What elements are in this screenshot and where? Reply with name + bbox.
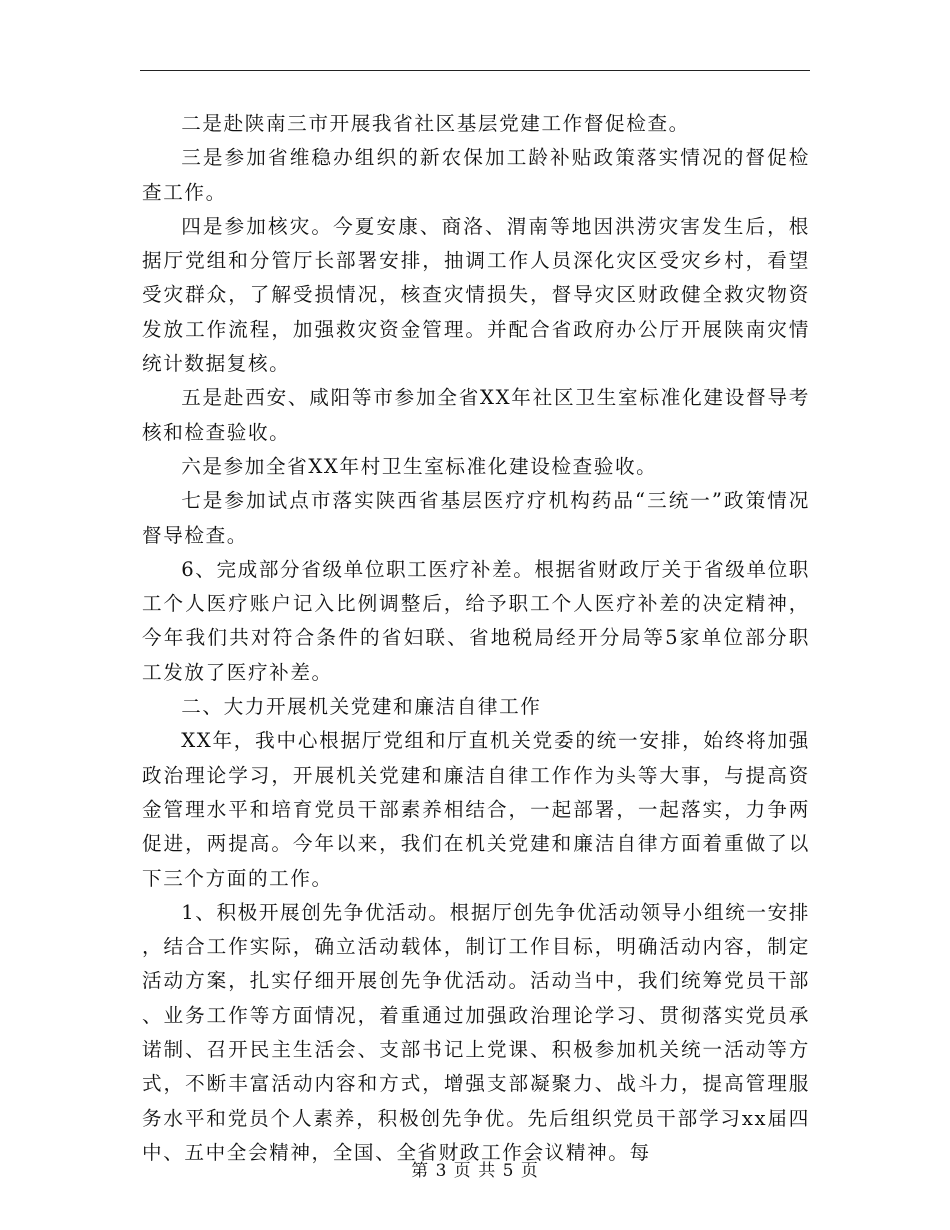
paragraph-inspection-shaannan: 二是赴陕南三市开展我省社区基层党建工作督促检查。	[181, 112, 690, 135]
paragraph-three-unified-policy: 七是参加试点市落实陕西省基层医疗疗机构药品“三统一”政策情况督导检查。	[142, 489, 810, 547]
paragraph-community-health-rooms: 五是赴西安、咸阳等市参加全省XX年社区卫生室标准化建设督导考核和检查验收。	[142, 386, 810, 444]
paragraph-new-rural-pension: 三是参加省维稳办组织的新农保加工龄补贴政策落实情况的督促检查工作。	[142, 146, 810, 204]
page-number: 第 3 页 共 5 页	[411, 1161, 539, 1181]
paragraph-medical-compensation: 6、完成部分省级单位职工医疗补差。根据省财政厅关于省级单位职工个人医疗账户记入比例调整后，给予职工个人医疗补差的决定精神，今年我们共对符合条件的省妇联、省地税局经开分局等5家单位部分职工发放了医疗补差。	[142, 557, 810, 684]
header-rule	[140, 70, 810, 71]
paragraph-party-building-intro: XX年，我中心根据厅党组和厅直机关党委的统一安排，始终将加强政治理论学习，开展机关党建和廉洁自律工作作为头等大事，与提高资金管理水平和培育党员干部素养相结合，一起部署，一起落实，力争两促进，两提高。今年以来，我们在机关党建和廉洁自律方面着重做了以下三个方面的工作。	[142, 729, 810, 890]
paragraph-disaster-verification: 四是参加核灾。今夏安康、商洛、渭南等地因洪涝灾害发生后，根据厅党组和分管厅长部署安排，抽调工作人员深化灾区受灾乡村，看望受灾群众，了解受损情况，核查灾情损失，督导灾区财政健全救灾物资发放工作流程，加强救灾资金管理。并配合省政府办公厅开展陕南灾情统计数据复核。	[142, 214, 810, 376]
document-body	[142, 107, 810, 1170]
paragraph-excellence-activities: 1、积极开展创先争优活动。根据厅创先争优活动领导小组统一安排，结合工作实际，确立活动载体，制订工作目标，明确活动内容，制定活动方案，扎实仔细开展创先争优活动。活动当中，我们统筹党员干部、业务工作等方面情况，着重通过加强政治理论学习、贯彻落实党员承诺制、召开民主生活会、支部书记上党课、积极参加机关统一活动等方式，不断丰富活动内容和方式，增强支部凝聚力、战斗力，提高管理服务水平和党员个人素养，积极创先争优。先后组织党员干部学习xx届四中、五中全会精神，全国、全省财政工作会议精神。每	[142, 900, 810, 1164]
section-heading-party-building: 二、大力开展机关党建和廉洁自律工作	[181, 695, 542, 719]
paragraph-village-health-rooms: 六是参加全省XX年村卫生室标准化建设检查验收。	[181, 454, 658, 478]
